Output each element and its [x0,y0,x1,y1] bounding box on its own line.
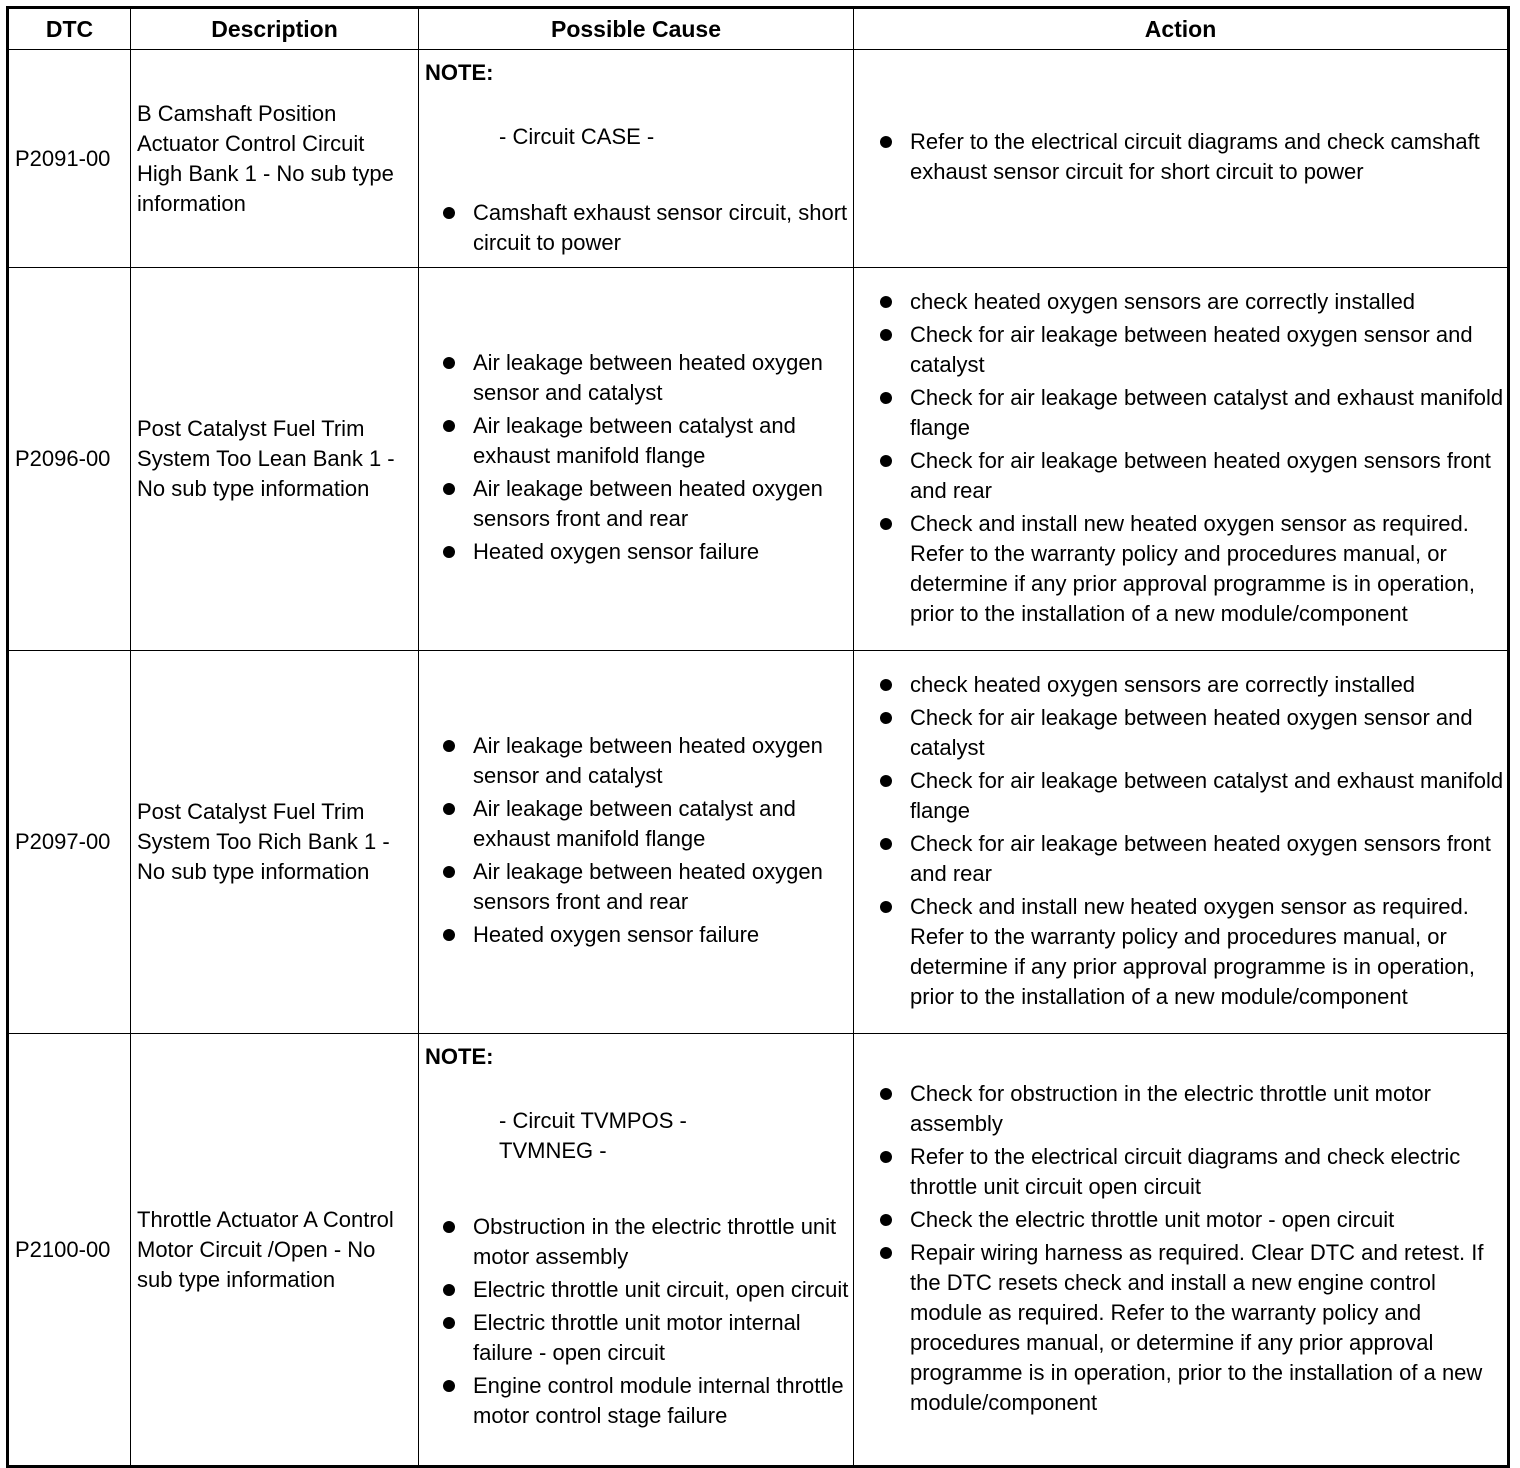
cause-item: Engine control module internal throttle motor control stage failure [473,1371,849,1431]
table-row [8,651,1509,1034]
action-item: Refer to the electrical circuit diagrams and check electric throttle unit circuit open circuit [910,1142,1505,1202]
circuit-line: - Circuit TVMPOS - [499,1108,687,1133]
header-description: Description [131,8,419,50]
header-possible-cause: Possible Cause [419,8,854,50]
circuit-note [499,122,849,152]
action-cell [854,268,1509,651]
cause-item: Air leakage between heated oxygen sensors front and rear [473,474,849,534]
cause-item: Air leakage between heated oxygen sensor and catalyst [473,731,849,791]
note-label: NOTE: [425,60,494,85]
cause-item: Electric throttle unit circuit, open circuit [473,1275,849,1305]
dtc-description: B Camshaft Position Actuator Control Circuit High Bank 1 - No sub type information [131,50,419,268]
cause-item: Heated oxygen sensor failure [473,920,849,950]
header-action: Action [854,8,1509,50]
action-item: Check and install new heated oxygen sensor as required. Refer to the warranty policy and procedures manual, or determine if any prior approval programme is in operation, prior to the installation of a new module/component [910,509,1505,629]
action-item: check heated oxygen sensors are correctly installed [910,287,1505,317]
circuit-note [499,1106,849,1166]
action-item: Check for air leakage between catalyst and exhaust manifold flange [910,766,1505,826]
action-item: Check for air leakage between heated oxygen sensors front and rear [910,829,1505,889]
possible-cause-cell [419,651,854,1034]
action-item: Check and install new heated oxygen sensor as required. Refer to the warranty policy and procedures manual, or determine if any prior approval programme is in operation, prior to the installation of a new module/component [910,892,1505,1012]
table-row [8,1034,1509,1467]
cause-item: Electric throttle unit motor internal failure - open circuit [473,1308,849,1368]
header-row [8,8,1509,50]
action-cell [854,651,1509,1034]
circuit-line: - Circuit CASE - [499,124,655,149]
dtc-description: Post Catalyst Fuel Trim System Too Rich Bank 1 - No sub type information [131,651,419,1034]
action-item: Check for air leakage between heated oxygen sensor and catalyst [910,703,1505,763]
header-dtc: DTC [8,8,131,50]
action-cell [854,50,1509,268]
action-item: check heated oxygen sensors are correctly installed [910,670,1505,700]
cause-list [425,731,849,950]
note-label: NOTE: [425,1044,494,1069]
possible-cause-cell [419,1034,854,1467]
action-list [874,287,1505,629]
action-cell [854,1034,1509,1467]
action-item: Check for air leakage between heated oxygen sensor and catalyst [910,320,1505,380]
cause-item: Obstruction in the electric throttle unit motor assembly [473,1212,849,1272]
action-list [874,670,1505,1012]
dtc-description: Throttle Actuator A Control Motor Circuit /Open - No sub type information [131,1034,419,1467]
cause-item: Heated oxygen sensor failure [473,537,849,567]
table-row [8,50,1509,268]
action-list [874,1079,1505,1418]
cause-item: Air leakage between catalyst and exhaust manifold flange [473,794,849,854]
table-row [8,268,1509,651]
cause-item: Air leakage between heated oxygen sensor and catalyst [473,348,849,408]
action-item: Check for obstruction in the electric throttle unit motor assembly [910,1079,1505,1139]
circuit-line: TVMNEG - [499,1138,607,1163]
action-item: Repair wiring harness as required. Clear DTC and retest. If the DTC resets check and install a new engine control module as required. Refer to the warranty policy and procedures manual, or determine if any prior approval programme is in operation, prior to the installation of a new module/component [910,1238,1505,1418]
possible-cause-cell [419,268,854,651]
action-item: Check for air leakage between heated oxygen sensors front and rear [910,446,1505,506]
cause-list [425,198,849,258]
action-item: Check the electric throttle unit motor - open circuit [910,1205,1505,1235]
cause-item: Air leakage between heated oxygen sensors front and rear [473,857,849,917]
dtc-description: Post Catalyst Fuel Trim System Too Lean Bank 1 - No sub type information [131,268,419,651]
dtc-table [6,6,1510,1468]
cause-list [425,348,849,567]
dtc-code: P2091-00 [8,50,131,268]
possible-cause-cell [419,50,854,268]
dtc-code: P2097-00 [8,651,131,1034]
action-list [874,127,1505,187]
cause-item: Camshaft exhaust sensor circuit, short circuit to power [473,198,849,258]
action-item: Check for air leakage between catalyst and exhaust manifold flange [910,383,1505,443]
dtc-code: P2100-00 [8,1034,131,1467]
cause-item: Air leakage between catalyst and exhaust manifold flange [473,411,849,471]
dtc-code: P2096-00 [8,268,131,651]
cause-list [425,1212,849,1431]
action-item: Refer to the electrical circuit diagrams and check camshaft exhaust sensor circuit for short circuit to power [910,127,1505,187]
